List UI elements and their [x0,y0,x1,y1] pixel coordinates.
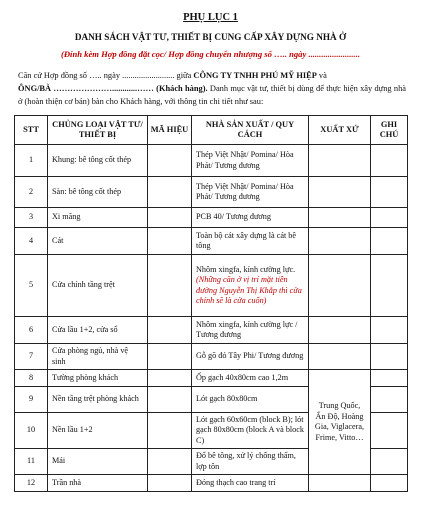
cell-maker-text: Nhôm xingfa, kính cường lực. [196,264,296,274]
cell-type: Trần nhà [48,475,148,492]
cell-type: Tường phòng khách [48,370,148,387]
cell-code [148,413,192,449]
intro-paragraph [18,69,406,108]
cell-origin [309,475,371,492]
cell-note [371,208,408,228]
table-row [15,208,408,228]
cell-maker: Thép Việt Nhật/ Pomina/ Hòa Phát/ Tương đương [192,145,309,177]
cell-stt: 2 [15,177,48,208]
cell-type: Sàn: bê tông cốt thép [48,177,148,208]
table-row [15,475,408,492]
cell-maker: PCB 40/ Tương đương [192,208,309,228]
cell-origin [309,317,371,344]
cell-maker [192,255,309,317]
cell-stt: 4 [15,228,48,255]
cell-maker: Lót gạch 60x60cm (block B); lót gạch 80x80cm (block A và block C) [192,413,309,449]
cell-code [148,145,192,177]
company-name: CÔNG TY TNHH PHÚ MỸ HIỆP [193,71,317,80]
cell-maker: Gỗ gõ đỏ Tây Phi/ Tương đương [192,344,309,370]
cell-note [371,228,408,255]
cell-type: Nền tầng trệt phòng khách [48,387,148,413]
cell-maker: Đóng thạch cao trang trí [192,475,309,492]
cell-note [371,145,408,177]
cell-note [371,255,408,317]
cell-note [371,387,408,413]
cell-code [148,255,192,317]
header-type: CHỦNG LOẠI VẬT TƯ/ THIẾT BỊ [48,116,148,145]
cell-code [148,208,192,228]
header-maker: NHÀ SẢN XUẤT / QUY CÁCH [192,116,309,145]
cell-origin [309,228,371,255]
cell-maker: Đổ bê tông, xử lý chống thấm, lợp tôn [192,449,309,475]
cell-stt: 6 [15,317,48,344]
table-row [15,317,408,344]
cell-note [371,475,408,492]
intro-text-c: Danh mục vật tư, thiết bị dùng để thực hiện xây dựng nhà ở (hoàn thiện cơ bản) bàn cho Khách hàng, với thông tin chi tiết như sau: [18,84,406,106]
cell-stt: 8 [15,370,48,387]
cell-origin [309,177,371,208]
appendix-title: PHỤ LỤC 1 [183,12,238,23]
cell-note [371,177,408,208]
cell-type: Xi măng [48,208,148,228]
cell-origin [309,255,371,317]
cell-note [371,449,408,475]
table-row [15,177,408,208]
cell-note [371,317,408,344]
header-stt: STT [15,116,48,145]
cell-stt: 7 [15,344,48,370]
cell-maker: Nhôm xingfa, kính cường lực / Tương đương [192,317,309,344]
cell-type: Nền lầu 1+2 [48,413,148,449]
cell-type: Khung: bê tông cốt thép [48,145,148,177]
cell-code [148,344,192,370]
header-origin: XUẤT XỨ [309,116,371,145]
cell-code [148,387,192,413]
table-header-row [15,116,408,145]
cell-type: Cửa chính tầng trệt [48,255,148,317]
cell-type: Cửa lầu 1+2, cửa sổ [48,317,148,344]
table-row [15,370,408,387]
cell-origin [309,208,371,228]
attachment-note: (Đính kèm Hợp đồng đặt cọc/ Hợp đồng chuyển nhượng số ….. ngày ........................ [60,49,361,59]
cell-stt: 11 [15,449,48,475]
table-row [15,255,408,317]
cell-type: Cát [48,228,148,255]
party-name: ÔNG/BÀ …………………............…… [18,84,154,93]
cell-note [371,370,408,387]
customer-label: (Khách hàng). [153,84,208,93]
cell-origin: Trung Quốc, Ấn Độ, Hoàng Gia, Viglacera, Frime, Vitto… [309,370,371,475]
cell-code [148,449,192,475]
cell-origin [309,344,371,370]
cell-note [371,413,408,449]
intro-text-a: Căn cứ Hợp đồng số ….. ngày ......................... giữa [18,71,194,80]
cell-maker: Lót gạch 80x80cm [192,387,309,413]
header-note: GHI CHÚ [371,116,408,145]
cell-maker-red-note: (Những căn ở vị trí mặt tiền đường Nguyễn Thị Khắp thì cửa chính sẽ là cửa cuốn) [196,275,302,305]
cell-origin [309,145,371,177]
cell-maker: Ốp gạch 40x80cm cao 1,2m [192,370,309,387]
cell-maker: Thép Việt Nhật/ Pomina/ Hòa Phát/ Tương đương [192,177,309,208]
header-code: MÃ HIỆU [148,116,192,145]
cell-code [148,228,192,255]
cell-code [148,317,192,344]
cell-code [148,177,192,208]
cell-stt: 9 [15,387,48,413]
table-row [15,145,408,177]
table-row [15,228,408,255]
cell-stt: 5 [15,255,48,317]
cell-stt: 1 [15,145,48,177]
cell-code [148,475,192,492]
intro-text-b: và [316,71,327,80]
cell-type: Cửa phòng ngủ, nhà vệ sinh [48,344,148,370]
cell-note [371,344,408,370]
cell-stt: 12 [15,475,48,492]
cell-maker: Toàn bộ cát xây dựng là cát bê tông [192,228,309,255]
materials-table [14,115,408,492]
cell-stt: 3 [15,208,48,228]
cell-code [148,370,192,387]
document-subtitle: DANH SÁCH VẬT TƯ, THIẾT BỊ CUNG CẤP XÂY DỰNG NHÀ Ở [74,32,347,42]
cell-type: Mái [48,449,148,475]
table-row [15,344,408,370]
cell-stt: 10 [15,413,48,449]
